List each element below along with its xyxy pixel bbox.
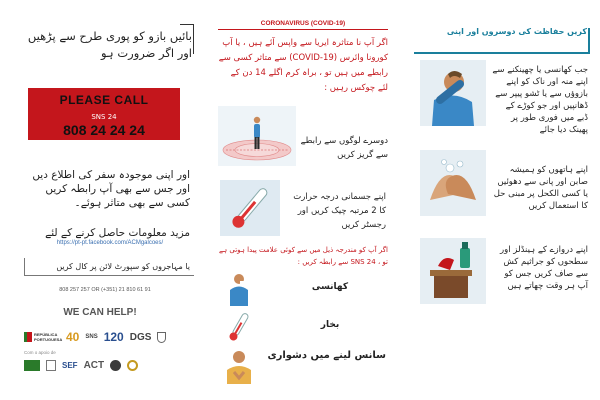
- facebook-link[interactable]: https://pt-pt.facebook.com/ACMgalcoes/: [56, 240, 164, 246]
- republica-logo: REPÚBLICA PORTUGUESA: [24, 332, 60, 342]
- partners-label: Com o apoio de: [24, 350, 56, 355]
- breathing-icon: [224, 348, 254, 384]
- cough-label: کھانسی: [311, 282, 349, 292]
- fever-thermometer-icon: [228, 310, 250, 344]
- report-travel-text: اور اپنی موجودہ سفر کی اطلاع دیں اور جس سے بھی آپ رابطہ کریں کسی سے بھی متاثر ہوئے۔: [32, 169, 190, 209]
- symptoms-intro: اگر آپ کو مندرجہ ذیل میں سے کوئی علامت پیدا ہوتی ہے تو ، 24 SNS سے رابطہ کریں :: [218, 246, 388, 266]
- right-panel: [400, 0, 600, 400]
- thermometer-icon: [220, 180, 280, 236]
- middle-panel: [200, 0, 400, 400]
- cleaning-text: اپنے دروازے کے ہینڈلز اور سطحوں کو جراثیم کش سے صاف کریں جس کو آپ ہر وقت چھاتے ہیں: [500, 245, 588, 291]
- logo-dgs: DGS: [129, 331, 152, 343]
- logo-sns: SNS: [85, 334, 98, 340]
- fever-label: بخار: [320, 320, 340, 330]
- eu-flag-icon: [24, 360, 40, 371]
- badge-icon: [110, 360, 121, 371]
- support-line-text: یا مہاجروں کو سپورٹ لائن پر کال کریں: [56, 262, 190, 271]
- logo-40: 40: [66, 330, 80, 344]
- call-number: 808 24 24 24: [63, 122, 145, 138]
- crest-icon: [127, 360, 138, 371]
- hand-wash-icon: [420, 150, 486, 216]
- more-info-text: مزید معلومات حاصل کرنے کے لئے: [45, 227, 190, 239]
- logo-row-top: [24, 330, 166, 344]
- avoid-contact-text: دوسرے لوگوں سے رابطے سے گریز کریں: [300, 136, 388, 160]
- return-intro: اگر آپ نا متاثرہ ایریا سے واپس آئے ہیں ، یا آپ کورونا وائرس (COVID-19) سے متاثر کسی سے رابطے میں ہیں تو ، براہ کرم اگلے 14 دن کے لئے چوکس رہیں :: [218, 38, 388, 93]
- hand-wash-text: اپنے ہاتھوں کو ہمیشہ صابن اور پانی سے دھوئیں یا کسی الکحل پر مبنی حل کا استعمال کریں: [493, 165, 588, 211]
- covid-title: CORONAVIRUS (COVID-19): [218, 20, 388, 30]
- sneeze-icon: [420, 60, 486, 126]
- social-distance-icon: [218, 106, 296, 166]
- left-panel: [0, 0, 200, 400]
- temperature-text: اپنے جسمانی درجہ حرارت کا 2 مرتبہ چیک کریں اور رجسٹر کریں: [293, 192, 386, 230]
- cough-icon: [226, 272, 252, 306]
- cleaning-icon: [420, 238, 486, 304]
- we-can-help: WE CAN HELP!: [63, 307, 137, 318]
- please-call-title: PLEASE CALL: [59, 93, 149, 107]
- sms-label: SNS 24: [91, 113, 117, 121]
- support-phones: 808 257 257 OR (+351) 21 810 61 91: [59, 287, 151, 293]
- protect-heading: کریں حفاظت کی دوسروں اور اپنی: [446, 27, 587, 36]
- sneeze-text: جب کھانسی یا چھینکنے سے اپنے منہ اور ناک کو اپنے بازوؤں سے یا ٹشو پیپر سے ڈھانپیں اور جو کوڑے کے ڈبے میں فوری طور پر پھینک دیا جائے: [492, 65, 588, 135]
- shield-icon: [157, 332, 166, 343]
- breath-label: سانس لینے میں دشواری: [267, 350, 386, 361]
- logo-sef: SEF: [62, 361, 78, 370]
- intro-bracket: [180, 24, 194, 54]
- flag-icon: [24, 332, 32, 342]
- please-call-box: [28, 88, 180, 140]
- protect-bracket: [414, 28, 590, 54]
- intro-text: بائیں بازو کو پوری طرح سے پڑھیں اور اگر ضرورت ہو: [27, 29, 192, 60]
- ministry-icon: [46, 360, 56, 371]
- logo-row-bottom: [24, 360, 138, 371]
- logo-act: ACT: [83, 360, 105, 371]
- logo-120: 120: [103, 330, 124, 344]
